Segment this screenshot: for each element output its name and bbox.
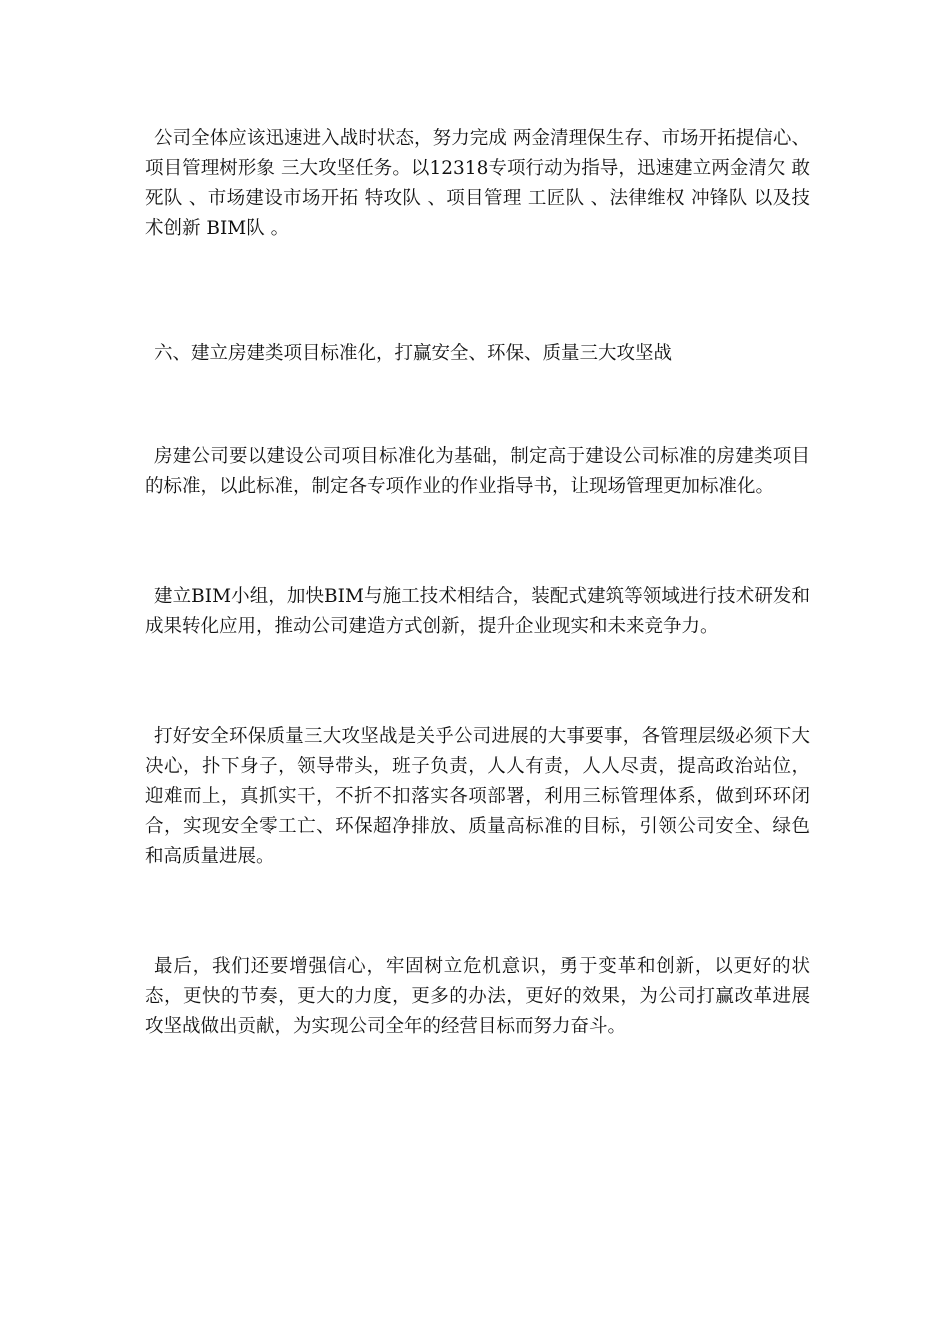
paragraph-bim-group: 建立BIM小组，加快BIM与施工技术相结合，装配式建筑等领域进行技术研发和成果转化应用，推动公司建造方式创新，提升企业现实和未来竞争力。: [145, 586, 810, 637]
paragraph-closing: 最后，我们还要增强信心，牢固树立危机意识，勇于变革和创新，以更好的状态，更快的节奏，更大的力度，更多的办法，更好的效果，为公司打赢改革进展攻坚战做出贡献，为实现公司全年的经营目标而努力奋斗。: [145, 956, 810, 1037]
paragraph-three-battles: 打好安全环保质量三大攻坚战是关乎公司进展的大事要事，各管理层级必须下大决心，扑下身子，领导带头，班子负责，人人有责，人人尽责，提高政治站位，迎难而上，真抓实干，不折不扣落实各项部署，利用三标管理体系，做到环环闭合，实现安全零工亡、环保超净排放、质量高标准的目标，引领公司安全、绿色和高质量进展。: [145, 726, 810, 867]
paragraph-task-forces: 公司全体应该迅速进入战时状态，努力完成 两金清理保生存、市场开拓提信心、项目管理树形象 三大攻坚任务。以12318专项行动为指导，迅速建立两金清欠 敢死队 、市场建设市场开拓 特攻队 、项目管理 工匠队 、法律维权 冲锋队 以及技术创新 BIM队 。: [145, 128, 810, 239]
paragraph-standardization: 房建公司要以建设公司项目标准化为基础，制定高于建设公司标准的房建类项目的标准，以此标准，制定各专项作业的作业指导书，让现场管理更加标准化。: [145, 446, 810, 497]
section-heading-six: 六、建立房建类项目标准化，打赢安全、环保、质量三大攻坚战: [154, 343, 673, 364]
